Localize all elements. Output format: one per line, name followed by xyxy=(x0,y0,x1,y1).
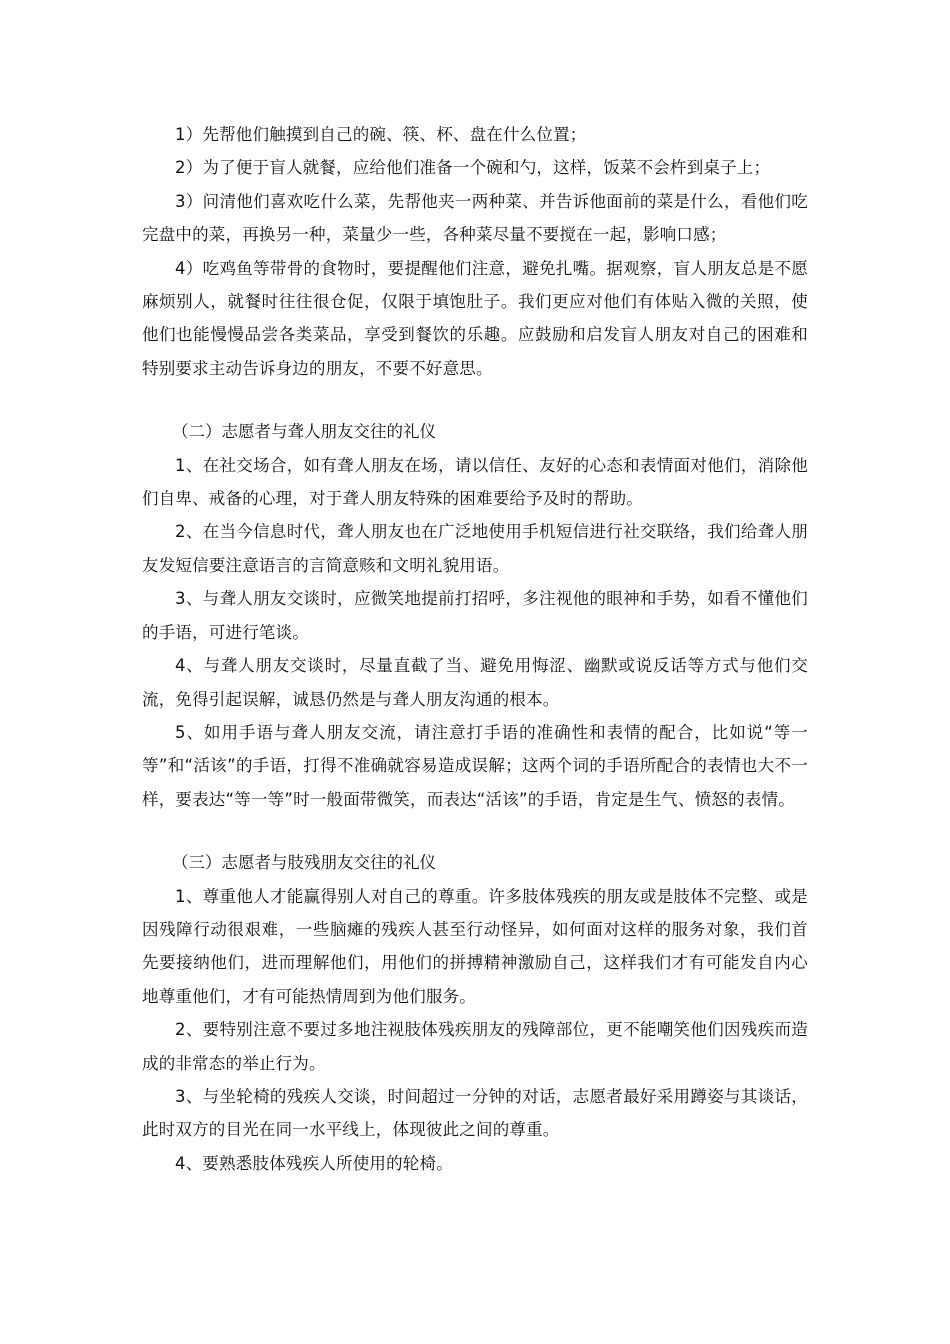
section-heading: （三）志愿者与肢残朋友交往的礼仪 xyxy=(172,853,436,873)
paragraph: 4）吃鸡鱼等带骨的食物时，要提醒他们注意，避免扎嘴。据观察，盲人朋友总是不愿麻烦别人，就餐时往往很仓促，仅限于填饱肚子。我们更应对他们有体贴入微的关照，使他们也能慢慢品尝各类菜品，享受到餐饮的乐趣。应鼓励和启发盲人朋友对自己的困难和特别要求主动告诉身边的朋友，不要不好意思。 xyxy=(142,258,808,378)
paragraph: 5、如用手语与聋人朋友交流，请注意打手语的准确性和表情的配合，比如说“等一等”和“活该”的手语，打得不准确就容易造成误解；这两个词的手语所配合的表情也大不一样，要表达“等一等”时一般面带微笑，而表达“活该”的手语，肯定是生气、愤怒的表情。 xyxy=(142,722,808,809)
section-heading: （二）志愿者与聋人朋友交往的礼仪 xyxy=(172,422,436,442)
paragraph: 4、要熟悉肢体残疾人所使用的轮椅。 xyxy=(175,1153,453,1173)
paragraph: 2、在当今信息时代，聋人朋友也在广泛地使用手机短信进行社交联络，我们给聋人朋友发短信要注意语言的言简意赅和文明礼貌用语。 xyxy=(142,522,808,575)
paragraph: 1、在社交场合，如有聋人朋友在场，请以信任、友好的心态和表情面对他们，消除他们自卑、戒备的心理，对于聋人朋友特殊的困难要给予及时的帮助。 xyxy=(142,455,808,509)
paragraph: 1）先帮他们触摸到自己的碗、筷、杯、盘在什么位置； xyxy=(175,125,587,144)
paragraph: 2、要特别注意不要过多地注视肢体残疾朋友的残障部位，更不能嘲笑他们因残疾而造成的非常态的举止行为。 xyxy=(142,1020,808,1073)
paragraph: 3、与坐轮椅的残疾人交谈，时间超过一分钟的对话，志愿者最好采用蹲姿与其谈话，此时双方的目光在同一水平线上，体现彼此之间的尊重。 xyxy=(142,1086,808,1140)
paragraph: 2）为了便于盲人就餐，应给他们准备一个碗和勺，这样，饭菜不会杵到桌子上； xyxy=(175,158,771,178)
paragraph: 3）问清他们喜欢吃什么菜，先帮他夹一两种菜、并告诉他面前的菜是什么，看他们吃完盘中的菜，再换另一种，菜量少一些，各种菜尽量不要搅在一起，影响口感； xyxy=(142,191,808,245)
paragraph: 4、与聋人朋友交谈时，尽量直截了当、避免用悔涩、幽默或说反话等方式与他们交流，免得引起误解，诚恳仍然是与聋人朋友沟通的根本。 xyxy=(142,656,808,709)
document-page xyxy=(142,118,808,1180)
paragraph: 1、尊重他人才能赢得别人对自己的尊重。许多肢体残疾的朋友或是肢体不完整、或是因残障行动很艰难，一些脑瘫的残疾人甚至行动怪异，如何面对这样的服务对象，我们首先要接纳他们，进而理解他们，用他们的拼搏精神激励自己，这样我们才有可能发自内心地尊重他们，才有可能热情周到为他们服务。 xyxy=(142,886,808,1006)
paragraph: 3、与聋人朋友交谈时，应微笑地提前打招呼，多注视他的眼神和手势，如看不懂他们的手语，可进行笔谈。 xyxy=(142,589,808,642)
